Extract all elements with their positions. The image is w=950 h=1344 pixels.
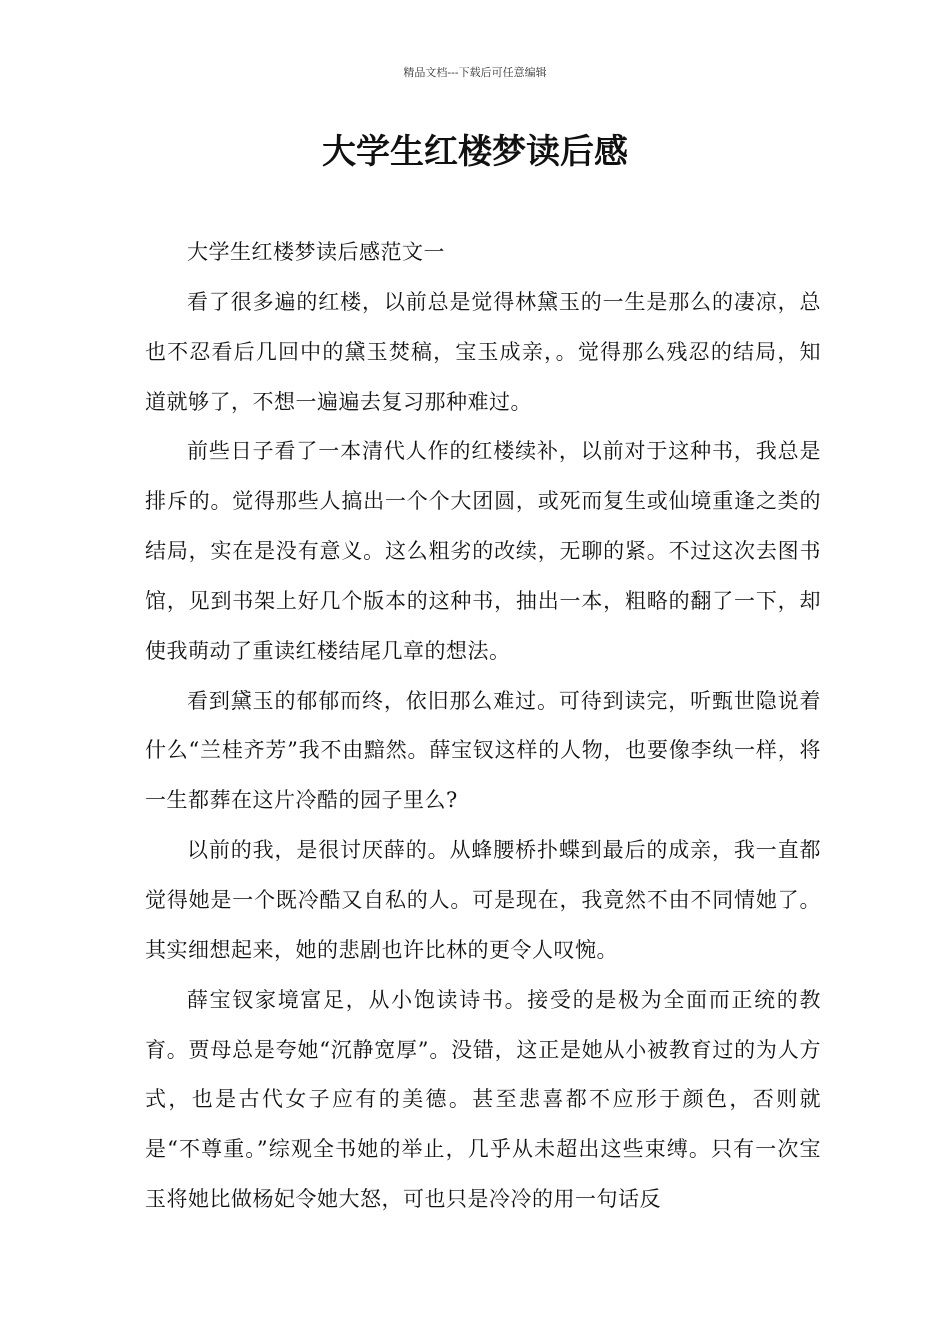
page-header: 精品文档---下载后可任意编辑 [403,66,547,79]
body-paragraph: 看到黛玉的郁郁而终，依旧那么难过。可待到读完，听甄世隐说着什么“兰桂齐芳”我不由黯然。薛宝钗这样的人物，也要像李纨一样，将一生都葬在这片冷酷的园子里么? [145,688,821,813]
body-paragraph: 薛宝钗家境富足，从小饱读诗书。接受的是极为全面而正统的教育。贾母总是夸她“沉静宽厚”。没错，这正是她从小被教育过的为人方式，也是古代女子应有的美德。甚至悲喜都不应形于颜色，否则就是“不尊重。”综观全书她的举止，几乎从未超出这些束缚。只有一次宝玉将她比做杨妃令她大怒，可也只是冷冷的用一句话反 [145,987,821,1212]
body-paragraph: 以前的我，是很讨厌薛的。从蜂腰桥扑蝶到最后的成亲，我一直都觉得她是一个既冷酷又自私的人。可是现在，我竟然不由不同情她了。其实细想起来，她的悲剧也许比林的更令人叹惋。 [145,838,821,962]
body-paragraph: 看了很多遍的红楼，以前总是觉得林黛玉的一生是那么的凄凉，总也不忍看后几回中的黛玉焚稿，宝玉成亲，。觉得那么残忍的结局，知道就够了，不想一遍遍去复习那种难过。 [145,289,821,414]
document-title: 大学生红楼梦读后感 [322,132,628,172]
body-paragraph: 前些日子看了一本清代人作的红楼续补，以前对于这种书，我总是排斥的。觉得那些人搞出一个个大团圆，或死而复生或仙境重逢之类的结局，实在是没有意义。这么粗劣的改续，无聊的紧。不过这次去图书馆，见到书架上好几个版本的这种书，抽出一本，粗略的翻了一下，却使我萌动了重读红楼结尾几章的想法。 [145,439,821,663]
document-body [145,228,821,1225]
subtitle-paragraph: 大学生红楼梦读后感范文一 [187,240,445,264]
